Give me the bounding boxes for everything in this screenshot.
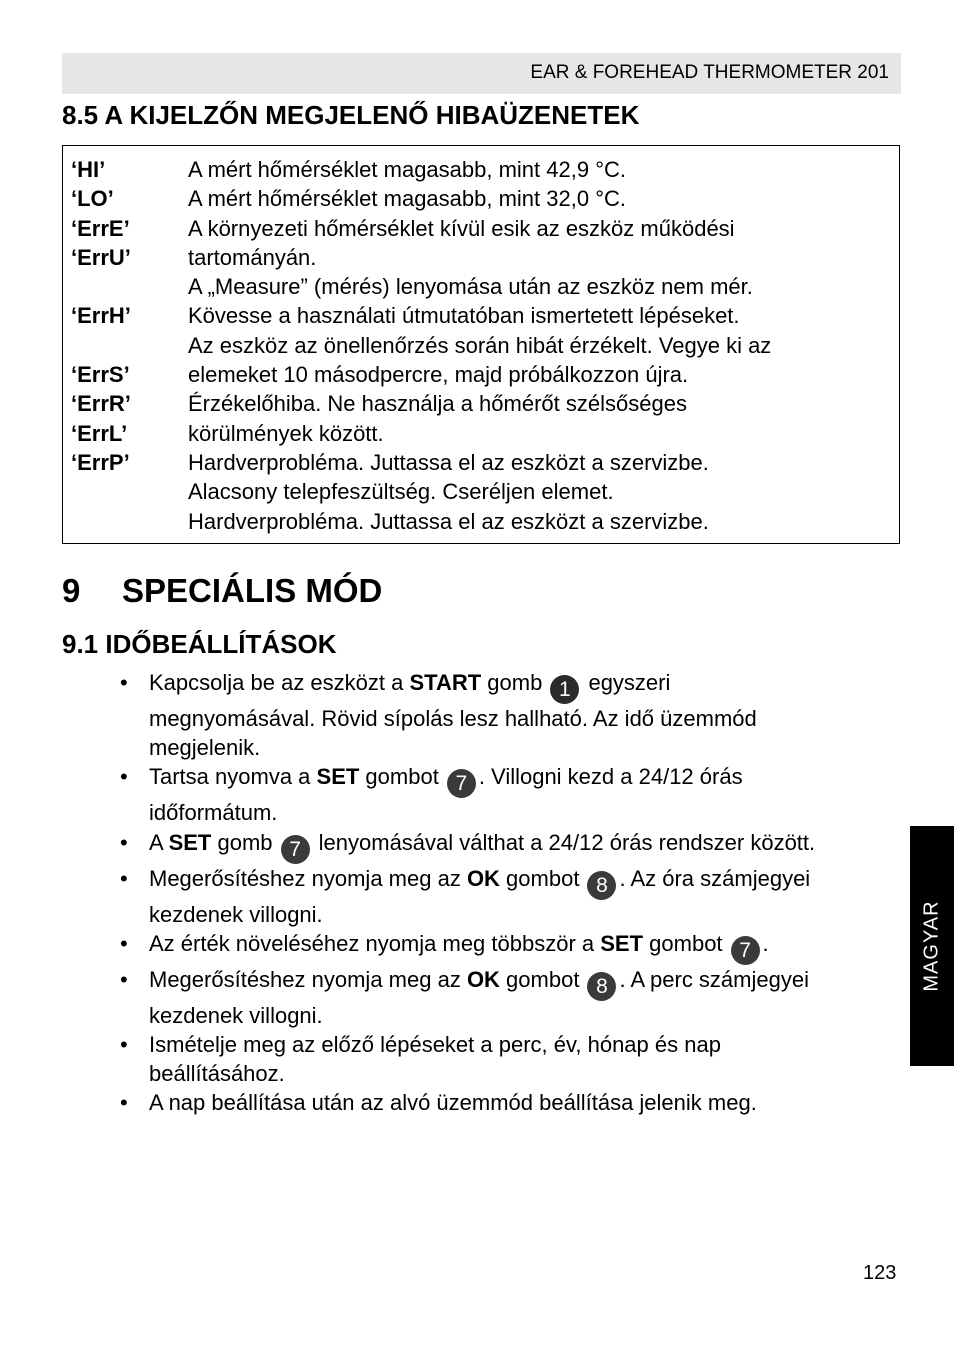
item-text: Ismételje meg az előző lépéseket a perc, év, hónap és nap: [149, 1032, 721, 1058]
error-description-column: [188, 155, 771, 536]
item-text: kezdenek villogni.: [149, 901, 323, 927]
button-number-badge-icon: 7: [281, 835, 310, 864]
running-header: [62, 53, 901, 94]
error-description: tartományán.: [188, 244, 317, 270]
error-code: ‘ErrE’: [71, 215, 130, 241]
section-8-5-heading: 8.5 A KIJELZŐN MEGJELENŐ HIBAÜZENETEK: [62, 100, 640, 130]
error-code: ‘ErrU’: [71, 244, 131, 270]
error-description: Érzékelőhiba. Ne használja a hőmérőt szélsőséges: [188, 391, 687, 417]
error-code: [71, 331, 131, 360]
section-9-1-heading: 9.1 IDŐBEÁLLÍTÁSOK: [62, 629, 337, 659]
item-text: gomb: [211, 829, 273, 855]
bullet-icon: •: [120, 1090, 128, 1116]
error-code: ‘ErrH’: [71, 303, 131, 329]
button-number-badge-icon: 7: [447, 769, 476, 798]
error-code: [71, 272, 131, 301]
page-number: 123: [863, 1262, 897, 1284]
error-description: Kövesse a használati útmutatóban ismertetett lépéseket.: [188, 303, 740, 329]
error-description: A környezeti hőmérséklet kívül esik az eszköz működési: [188, 215, 735, 241]
error-code-column: [71, 155, 131, 536]
language-label: MAGYAR: [920, 900, 943, 992]
item-text: gombot: [499, 865, 580, 891]
item-text: gombot: [643, 930, 723, 956]
item-text: . Villogni kezd a 24/12 órás: [478, 764, 743, 790]
button-name: SET: [316, 764, 360, 790]
error-code: ‘ErrL’: [71, 420, 128, 446]
button-number-badge-icon: 1: [550, 675, 579, 704]
item-text: Megerősítéshez nyomja meg az: [149, 966, 467, 992]
error-code: ‘HI’: [71, 157, 106, 182]
error-messages-table: [62, 145, 900, 544]
section-title: SPECIÁLIS MÓD: [122, 572, 383, 609]
error-code: [71, 477, 131, 506]
button-name: SET: [600, 930, 644, 956]
item-text: Tartsa nyomva a: [149, 764, 317, 790]
list-item: [120, 762, 910, 827]
header-title: EAR & FOREHEAD THERMOMETER 201: [530, 62, 889, 83]
list-item: [120, 1030, 910, 1088]
item-text: Kapcsolja be az eszközt a: [149, 670, 410, 695]
item-text: időformátum.: [149, 800, 278, 826]
item-text: egyszeri: [582, 670, 671, 695]
item-text: megnyomásával. Rövid sípolás lesz hallható. Az idő üzemmód: [149, 706, 757, 731]
language-side-tab: [910, 826, 954, 1066]
error-description: Hardverprobléma. Juttassa el az eszközt a szervizbe.: [188, 449, 709, 475]
error-code: ‘ErrR’: [71, 391, 131, 417]
item-text: gombot: [499, 966, 580, 992]
section-9-heading: [62, 572, 382, 610]
error-code: ‘ErrS’: [71, 362, 130, 388]
bullet-icon: •: [120, 1032, 128, 1058]
error-description: A mért hőmérséklet magasabb, mint 42,9 °C.: [188, 157, 626, 182]
error-description: A „Measure” (mérés) lenyomása után az eszköz nem mér.: [188, 274, 753, 300]
instruction-list: [120, 668, 910, 1118]
bullet-icon: •: [120, 930, 128, 956]
item-text: lenyomásával válthat a 24/12 órás rendszer között.: [312, 829, 816, 855]
section-number: 9: [62, 572, 81, 609]
button-name: OK: [466, 865, 500, 891]
item-text: gomb: [481, 670, 543, 695]
button-number-badge-icon: 8: [587, 972, 616, 1001]
list-item: [120, 929, 910, 965]
error-description: körülmények között.: [188, 420, 384, 446]
list-item: [120, 1088, 910, 1117]
error-description: elemeket 10 másodpercre, majd próbálkozzon újra.: [188, 362, 689, 388]
error-code: ‘LO’: [71, 186, 114, 212]
button-name: OK: [466, 966, 500, 992]
error-description: A mért hőmérséklet magasabb, mint 32,0 °C.: [188, 186, 626, 212]
button-name: SET: [168, 829, 212, 855]
list-item: [120, 864, 910, 929]
list-item: [120, 965, 910, 1030]
bullet-icon: •: [120, 670, 128, 695]
bullet-icon: •: [120, 829, 128, 855]
button-number-badge-icon: 7: [731, 936, 760, 965]
item-text: gombot: [359, 764, 439, 790]
error-description: Alacsony telepfeszültség. Cseréljen elemet.: [188, 479, 614, 505]
bullet-icon: •: [120, 966, 128, 992]
bullet-icon: •: [120, 865, 128, 891]
error-description: Hardverprobléma. Juttassa el az eszközt a szervizbe.: [188, 508, 709, 534]
error-code: [71, 507, 131, 536]
item-text: A: [149, 829, 169, 855]
button-name: START: [409, 670, 482, 695]
item-text: Az érték növeléséhez nyomja meg többször a: [149, 930, 601, 956]
list-item: [120, 668, 910, 762]
item-text: kezdenek villogni.: [149, 1002, 323, 1028]
item-text: beállításához.: [149, 1061, 285, 1087]
list-item: [120, 828, 910, 864]
item-text: A nap beállítása után az alvó üzemmód beállítása jelenik meg.: [149, 1090, 757, 1116]
item-text: Megerősítéshez nyomja meg az: [149, 865, 467, 891]
item-text: .: [762, 930, 769, 956]
button-number-badge-icon: 8: [587, 871, 616, 900]
item-text: . A perc számjegyei: [619, 966, 809, 992]
item-text: . Az óra számjegyei: [619, 865, 811, 891]
item-text: megjelenik.: [149, 735, 261, 761]
bullet-icon: •: [120, 764, 128, 790]
error-code: ‘ErrP’: [71, 449, 130, 475]
error-description: Az eszköz az önellenőrzés során hibát érzékelt. Vegye ki az: [188, 332, 772, 358]
